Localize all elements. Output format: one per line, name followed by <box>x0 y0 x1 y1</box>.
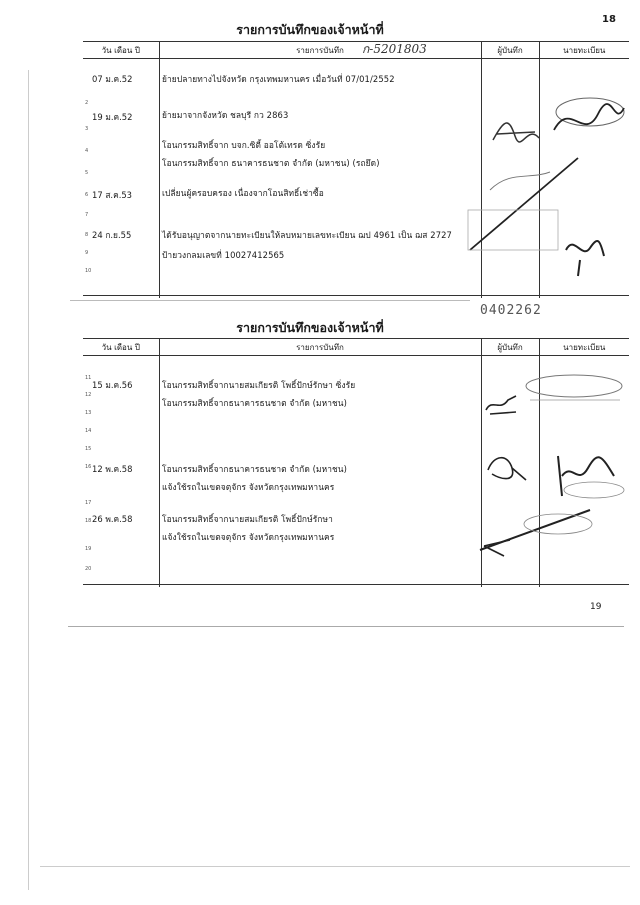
line-number: 9 <box>85 250 89 256</box>
left-edge-mark <box>28 70 29 890</box>
line-number: 13 <box>85 410 92 416</box>
signature-scribble <box>470 500 600 570</box>
line-number: 18 <box>85 518 92 524</box>
entry-line: โอนกรรมสิทธิ์จาก ธนาคารธนชาต จำกัด (มหาชน) (รถยึด) <box>162 158 380 168</box>
line-number: 3 <box>85 126 89 132</box>
line-number: 6 <box>85 192 89 198</box>
entry-line: ได้รับอนุญาตจากนายทะเบียนให้ลบหมายเลขทะเบียน ฌป 4961 เป็น ฌส 2727 <box>162 230 452 240</box>
sheet1-header-date: วัน เดือน ปี <box>83 42 159 59</box>
sheet2-header-date: วัน เดือน ปี <box>83 339 159 356</box>
page-number-bottom: 19 <box>590 602 602 612</box>
sheet2-title: รายการบันทึกของเจ้าหน้าที่ <box>236 320 384 335</box>
page-number-top: 18 <box>602 14 616 25</box>
line-number: 19 <box>85 546 92 552</box>
line-number: 17 <box>85 500 92 506</box>
line-number: 12 <box>85 392 92 398</box>
sheet2-header-entry: รายการบันทึก <box>159 339 481 356</box>
line-number: 2 <box>85 100 89 106</box>
line-number: 16 <box>85 464 92 470</box>
entry-line: โอนกรรมสิทธิ์จากธนาคารธนชาต จำกัด (มหาชน) <box>162 398 348 408</box>
entry-line: แจ้งใช้รถในเขตจตุจักร จังหวัดกรุงเทพมหานคร <box>162 482 335 492</box>
sheet1-title: รายการบันทึกของเจ้าหน้าที่ <box>236 22 384 37</box>
line-number: 7 <box>85 212 89 218</box>
entry-line: โอนกรรมสิทธิ์จากนายสมเกียรติ โพธิ์ปักษ์รักษา <box>162 514 333 524</box>
entry-line: ป้ายวงกลมเลขที่ 10027412565 <box>162 250 285 260</box>
entry-date: 24 ก.ย.55 <box>92 230 132 240</box>
line-number: 4 <box>85 148 89 154</box>
sheet2-header-recorder: ผู้บันทึก <box>481 339 539 356</box>
sheet-separator <box>70 300 470 301</box>
sheet1-header-entry: รายการบันทึก <box>159 42 481 59</box>
entry-line: แจ้งใช้รถในเขตจตุจักร จังหวัดกรุงเทพมหานคร <box>162 532 335 542</box>
entry-line: ย้ายมาจากจังหวัด ชลบุรี กว 2863 <box>162 110 289 120</box>
line-number: 10 <box>85 268 92 274</box>
entry-line: โอนกรรมสิทธิ์จากนายสมเกียรติ โพธิ์ปักษ์รักษา ซิ่งรัย <box>162 380 356 390</box>
document-serial: 0402262 <box>480 303 542 318</box>
line-number: 15 <box>85 446 92 452</box>
line-number: 8 <box>85 232 89 238</box>
entry-line: เปลี่ยนผู้ครอบครอง เนื่องจากโอนสิทธิ์เช่าซื้อ <box>162 188 324 198</box>
handwritten-reference: ก-5201803 <box>362 42 427 56</box>
entry-line: ย้ายปลายทางไปจังหวัด กรุงเทพมหานคร เมื่อวันที่ 07/01/2552 <box>162 74 395 84</box>
sheet1-header-registrar: นายทะเบียน <box>539 42 629 59</box>
line-number: 14 <box>85 428 92 434</box>
sheet-bottom-line <box>68 626 624 627</box>
bottom-edge-mark <box>40 866 630 867</box>
entry-date: 19 ม.ค.52 <box>92 112 133 122</box>
signature-scribble <box>560 230 610 280</box>
signature-scribble <box>482 450 532 490</box>
entry-date: 15 ม.ค.56 <box>92 380 133 390</box>
sheet1-header-recorder: ผู้บันทึก <box>481 42 539 59</box>
line-number: 20 <box>85 566 92 572</box>
signature-scribble <box>540 90 630 150</box>
entry-date: 12 พ.ค.58 <box>92 464 133 474</box>
line-number: 5 <box>85 170 89 176</box>
sheet2-header-registrar: นายทะเบียน <box>539 339 629 356</box>
entry-date: 17 ส.ค.53 <box>92 190 133 200</box>
entry-line: โอนกรรมสิทธิ์จากธนาคารธนชาต จำกัด (มหาชน) <box>162 464 348 474</box>
signature-scribble <box>487 110 547 150</box>
stamp-scribble <box>520 370 630 410</box>
signature-scribble <box>548 446 628 506</box>
entry-date: 26 พ.ค.58 <box>92 514 133 524</box>
line-number: 11 <box>85 375 92 381</box>
signature-scribble <box>482 388 522 418</box>
entry-date: 07 ม.ค.52 <box>92 74 133 84</box>
entry-line: โอนกรรมสิทธิ์จาก บจก.ซิตี้ ออโต้เทรด ซิ่งรัย <box>162 140 326 150</box>
